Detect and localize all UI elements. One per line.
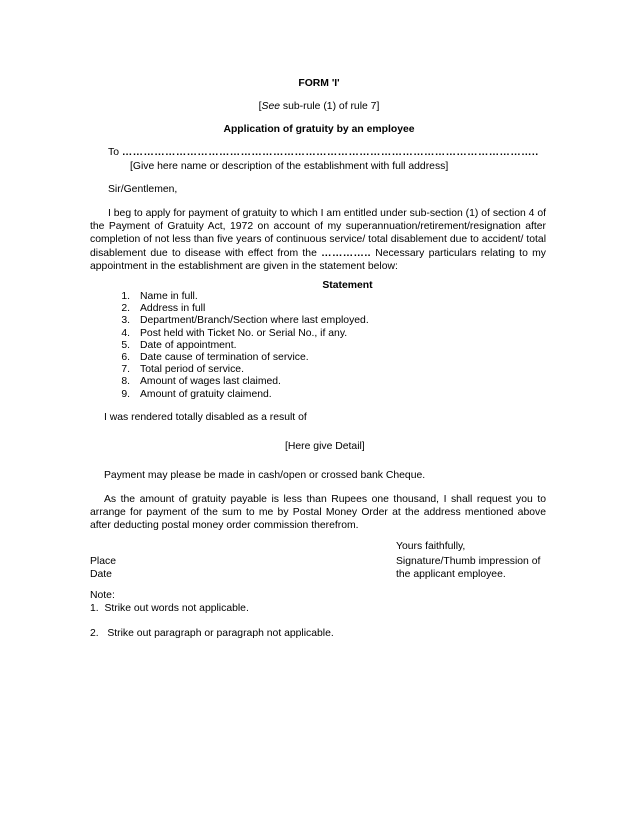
statement-item: 3. Department/Branch/Section where last employed. — [121, 315, 369, 327]
closing: Yours faithfully, — [396, 541, 466, 552]
statement-list — [108, 291, 369, 401]
intro-date-dots: ………….. — [321, 247, 371, 259]
disabled-line: I was rendered totally disabled as a result of — [104, 412, 307, 423]
detail-placeholder: [Here give Detail] — [285, 441, 365, 452]
note-item: 2. Strike out paragraph or paragraph not applicable. — [90, 628, 334, 639]
note-label: Note: — [90, 590, 115, 601]
address-dots: …………………………………………………………………………………………………….. — [121, 147, 539, 158]
signature-line1: Signature/Thumb impression of — [396, 556, 541, 567]
statement-item: 1. Name in full. — [121, 291, 198, 302]
intro-part2: Necessary particulars relating to my appointment in the establishment are given in the statement below: — [90, 247, 546, 272]
statement-heading: Statement — [322, 280, 373, 291]
subtitle-open-bracket: [ — [258, 101, 262, 112]
date-label: Date — [90, 569, 112, 580]
signature-line2: the applicant employee. — [396, 569, 506, 580]
place-label: Place — [90, 556, 116, 567]
form-heading: Application of gratuity by an employee — [223, 124, 415, 135]
statement-item: 8. Amount of wages last claimed. — [121, 376, 281, 388]
money-order-paragraph: As the amount of gratuity payable is less than Rupees one thousand, I shall request you to arrange for payment of the sum to me by Postal Money Order at the address mentioned above after deducting postal money order commission therefrom. — [90, 494, 546, 532]
to-line — [108, 146, 539, 159]
to-label: To — [108, 147, 119, 158]
form-subtitle — [0, 100, 638, 113]
form-title: FORM 'I' — [298, 78, 340, 89]
note-item: 1. Strike out words not applicable. — [90, 603, 249, 614]
statement-item: 9. Amount of gratuity claimend. — [121, 388, 272, 400]
statement-item: 6. Date cause of termination of service. — [121, 351, 309, 363]
subtitle-italic: See — [261, 101, 281, 112]
statement-item: 4. Post held with Ticket No. or Serial No., if any. — [121, 327, 348, 339]
subtitle-rest: sub-rule (1) of rule 7] — [280, 101, 380, 112]
payment-line: Payment may please be made in cash/open or crossed bank Cheque. — [104, 470, 426, 481]
statement-item: 5. Date of appointment. — [121, 339, 237, 351]
intro-part1: I beg to apply for payment of gratuity to which I am entitled under sub-section (1) of section 4 of the Payment of Gratuity Act, 1972 on account of my superannuation/retirement/resignation after completion of not less than five years of continuous service/ total disablement due to accident/ total disablement due to disease with effect from the — [90, 208, 546, 259]
intro-paragraph — [90, 207, 546, 273]
salutation: Sir/Gentlemen, — [108, 184, 178, 195]
statement-item: 7. Total period of service. — [121, 364, 244, 376]
statement-item: 2. Address in full — [121, 303, 206, 315]
address-instruction: [Give here name or description of the establishment with full address] — [130, 161, 449, 172]
